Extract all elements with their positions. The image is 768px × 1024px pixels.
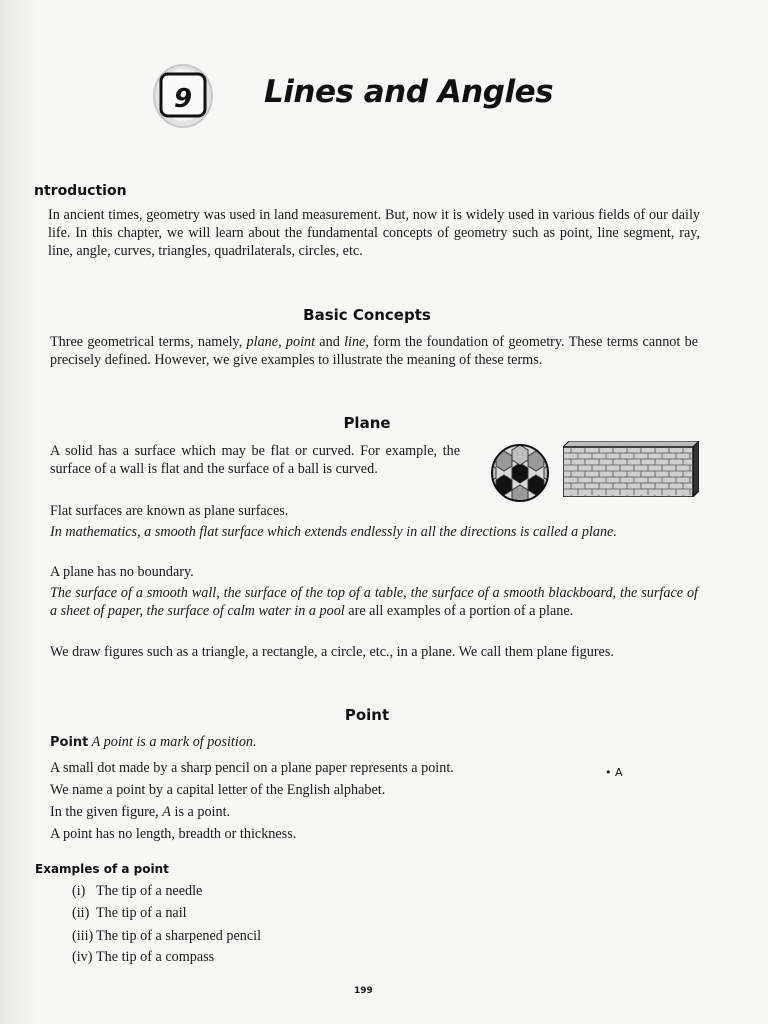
plane-heading: Plane — [343, 414, 391, 432]
point-line-3: In the given figure, A is a point. — [50, 804, 231, 820]
brick-wall-figure — [563, 441, 699, 497]
introduction-heading: ntroduction — [34, 183, 127, 199]
plane-definition: In mathematics, a smooth flat surface which extends endlessly in all the directions is called a plane. — [50, 524, 617, 540]
list-item: (i) The tip of a needle — [72, 883, 203, 899]
point-a-figure: • A — [605, 766, 623, 779]
list-item: (ii) The tip of a nail — [72, 905, 187, 921]
point-line-2: We name a point by a capital letter of the English alphabet. — [50, 782, 386, 798]
basic-concepts-heading: Basic Concepts — [303, 306, 431, 324]
introduction-text: In ancient times, geometry was used in land measurement. But, now it is widely used in various fields of our daily life. In this chapter, we will learn about the fundamental concepts of geometry such as point, line segment, ray, line, angle, curves, triangles, quadrilaterals, circles, etc. — [48, 207, 700, 259]
plane-examples-paragraph: The surface of a smooth wall, the surface of the top of a table, the surface of a smooth blackboard, the surface of a sheet of paper, the surface of calm water in a pool are all examples of a portion of a plane. — [50, 585, 698, 619]
page-edge-shadow — [0, 0, 38, 1024]
point-line-4: A point has no length, breadth or thickness. — [50, 826, 297, 842]
plane-figures-paragraph: We draw figures such as a triangle, a rectangle, a circle, etc., in a plane. We call them plane figures. — [50, 644, 614, 660]
page-number: 199 — [354, 986, 373, 996]
point-line-1: A small dot made by a sharp pencil on a plane paper represents a point. — [50, 760, 454, 776]
ball-figure — [490, 443, 550, 503]
list-item: (iv) The tip of a compass — [72, 949, 215, 965]
point-heading: Point — [344, 706, 390, 724]
point-definition: Point A point is a mark of position. — [50, 734, 257, 750]
plane-paragraph-1: A solid has a surface which may be flat or curved. For example, the surface of a wall is flat and the surface of a ball is curved. — [50, 443, 460, 477]
plane-paragraph-2: Flat surfaces are known as plane surfaces. — [50, 503, 289, 519]
examples-heading: Examples of a point — [35, 862, 169, 876]
chapter-title: Lines and Angles — [264, 74, 554, 110]
chapter-number-badge — [152, 58, 214, 130]
plane-paragraph-4: A plane has no boundary. — [50, 564, 194, 580]
list-item: (iii) The tip of a sharpened pencil — [72, 928, 262, 944]
chapter-number: 9 — [173, 84, 193, 114]
basic-concepts-text: Three geometrical terms, namely, plane, point and line, form the foundation of geometry. These terms cannot be precisely defined. However, we give examples to illustrate the meaning of these terms. — [50, 334, 698, 368]
